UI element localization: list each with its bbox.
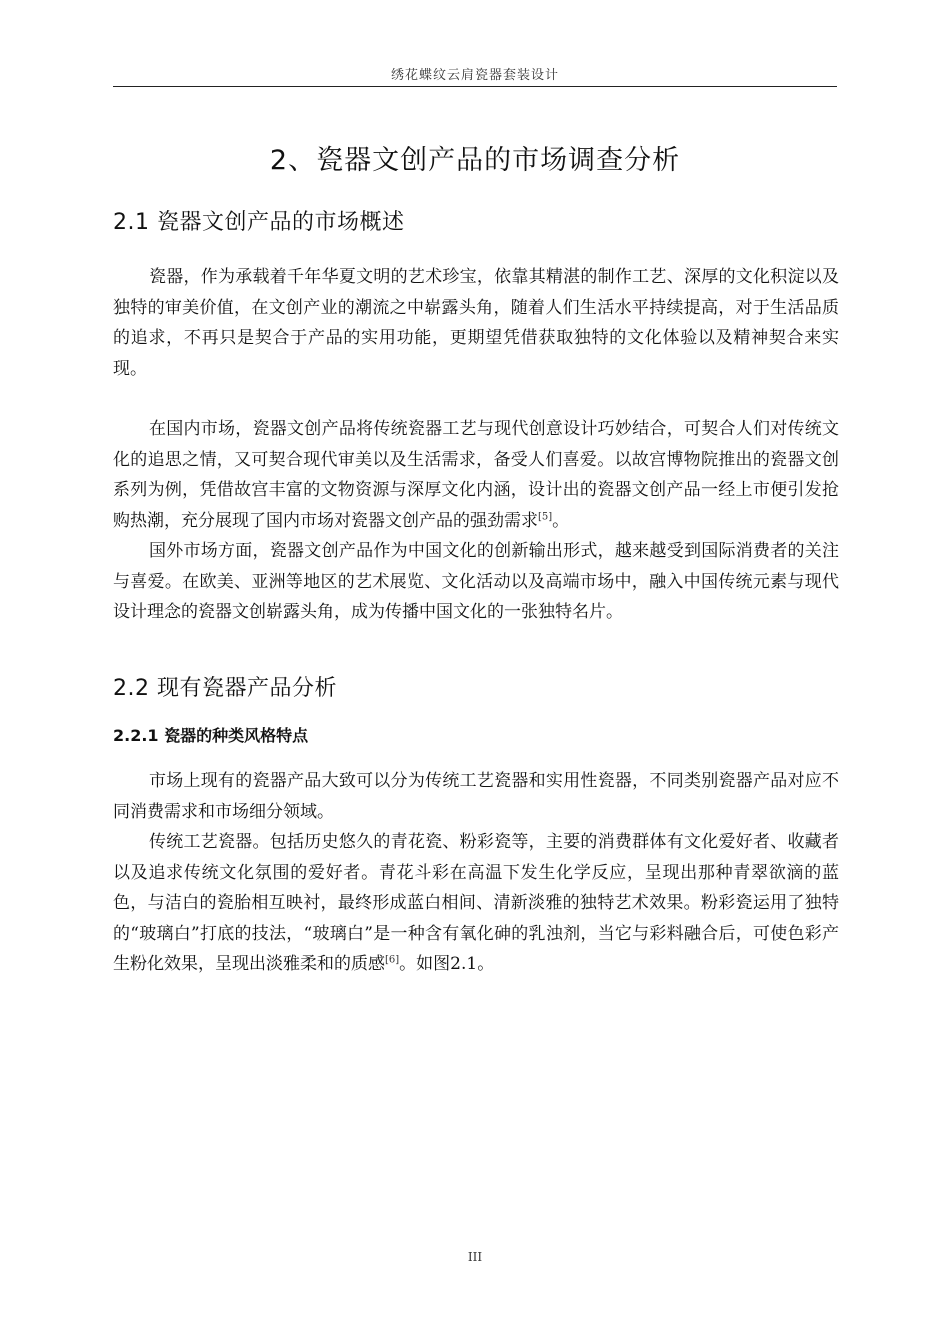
page-number: III xyxy=(467,1250,483,1264)
subsection-2-2-1-paragraph-1 xyxy=(113,766,839,827)
subsection-2-2-1-paragraph-2 xyxy=(113,827,839,980)
paragraph-text: 市场上现有的瓷器产品大致可以分为传统工艺瓷器和实用性瓷器，不同类别瓷器产品对应不同消费需求和市场细分领域。 xyxy=(113,771,839,822)
section-2-1-paragraph-3 xyxy=(113,536,839,628)
header-divider xyxy=(113,86,837,87)
section-2-1-heading: 2.1 瓷器文创产品的市场概述 xyxy=(113,210,405,235)
section-2-1-paragraph-2 xyxy=(113,414,839,536)
citation-ref: [6] xyxy=(385,954,400,966)
chapter-title: 2、瓷器文创产品的市场调查分析 xyxy=(269,145,681,176)
citation-ref: [5] xyxy=(538,510,553,522)
section-2-2-heading: 2.2 现有瓷器产品分析 xyxy=(113,676,337,701)
paragraph-tail: 。如图2.1。 xyxy=(399,954,495,974)
paragraph-text: 国外市场方面，瓷器文创产品作为中国文化的创新输出形式，越来越受到国际消费者的关注与喜爱。在欧美、亚洲等地区的艺术展览、文化活动以及高端市场中，融入中国传统元素与现代设计理念的瓷器文创崭露头角，成为传播中国文化的一张独特名片。 xyxy=(113,541,839,622)
paragraph-text: 瓷器，作为承载着千年华夏文明的艺术珍宝，依靠其精湛的制作工艺、深厚的文化积淀以及独特的审美价值，在文创产业的潮流之中崭露头角，随着人们生活水平持续提高，对于生活品质的追求，不再只是契合于产品的实用功能，更期望凭借获取独特的文化体验以及精神契合来实现。 xyxy=(113,267,839,379)
subsection-2-2-1-heading: 2.2.1 瓷器的种类风格特点 xyxy=(113,726,309,745)
paragraph-tail: 。 xyxy=(552,510,570,531)
section-2-1-paragraph-1 xyxy=(113,262,839,384)
paragraph-text: 在国内市场，瓷器文创产品将传统瓷器工艺与现代创意设计巧妙结合，可契合人们对传统文化的追思之情，又可契合现代审美以及生活需求，备受人们喜爱。以故宫博物院推出的瓷器文创系列为例，凭借故宫丰富的文物资源与深厚文化内涵，设计出的瓷器文创产品一经上市便引发抢购热潮，充分展现了国内市场对瓷器文创产品的强劲需求 xyxy=(113,419,839,531)
paragraph-text: 传统工艺瓷器。包括历史悠久的青花瓷、粉彩瓷等，主要的消费群体有文化爱好者、收藏者以及追求传统文化氛围的爱好者。青花斗彩在高温下发生化学反应，呈现出那种青翠欲滴的蓝色，与洁白的瓷胎相互映衬，最终形成蓝白相间、清新淡雅的独特艺术效果。粉彩瓷运用了独特的“玻璃白”打底的技法，“玻璃白”是一种含有氧化砷的乳浊剂，当它与彩料融合后，可使色彩产生粉化效果，呈现出淡雅柔和的质感 xyxy=(113,832,839,974)
running-header-title: 绣花蝶纹云肩瓷器套装设计 xyxy=(390,68,559,83)
